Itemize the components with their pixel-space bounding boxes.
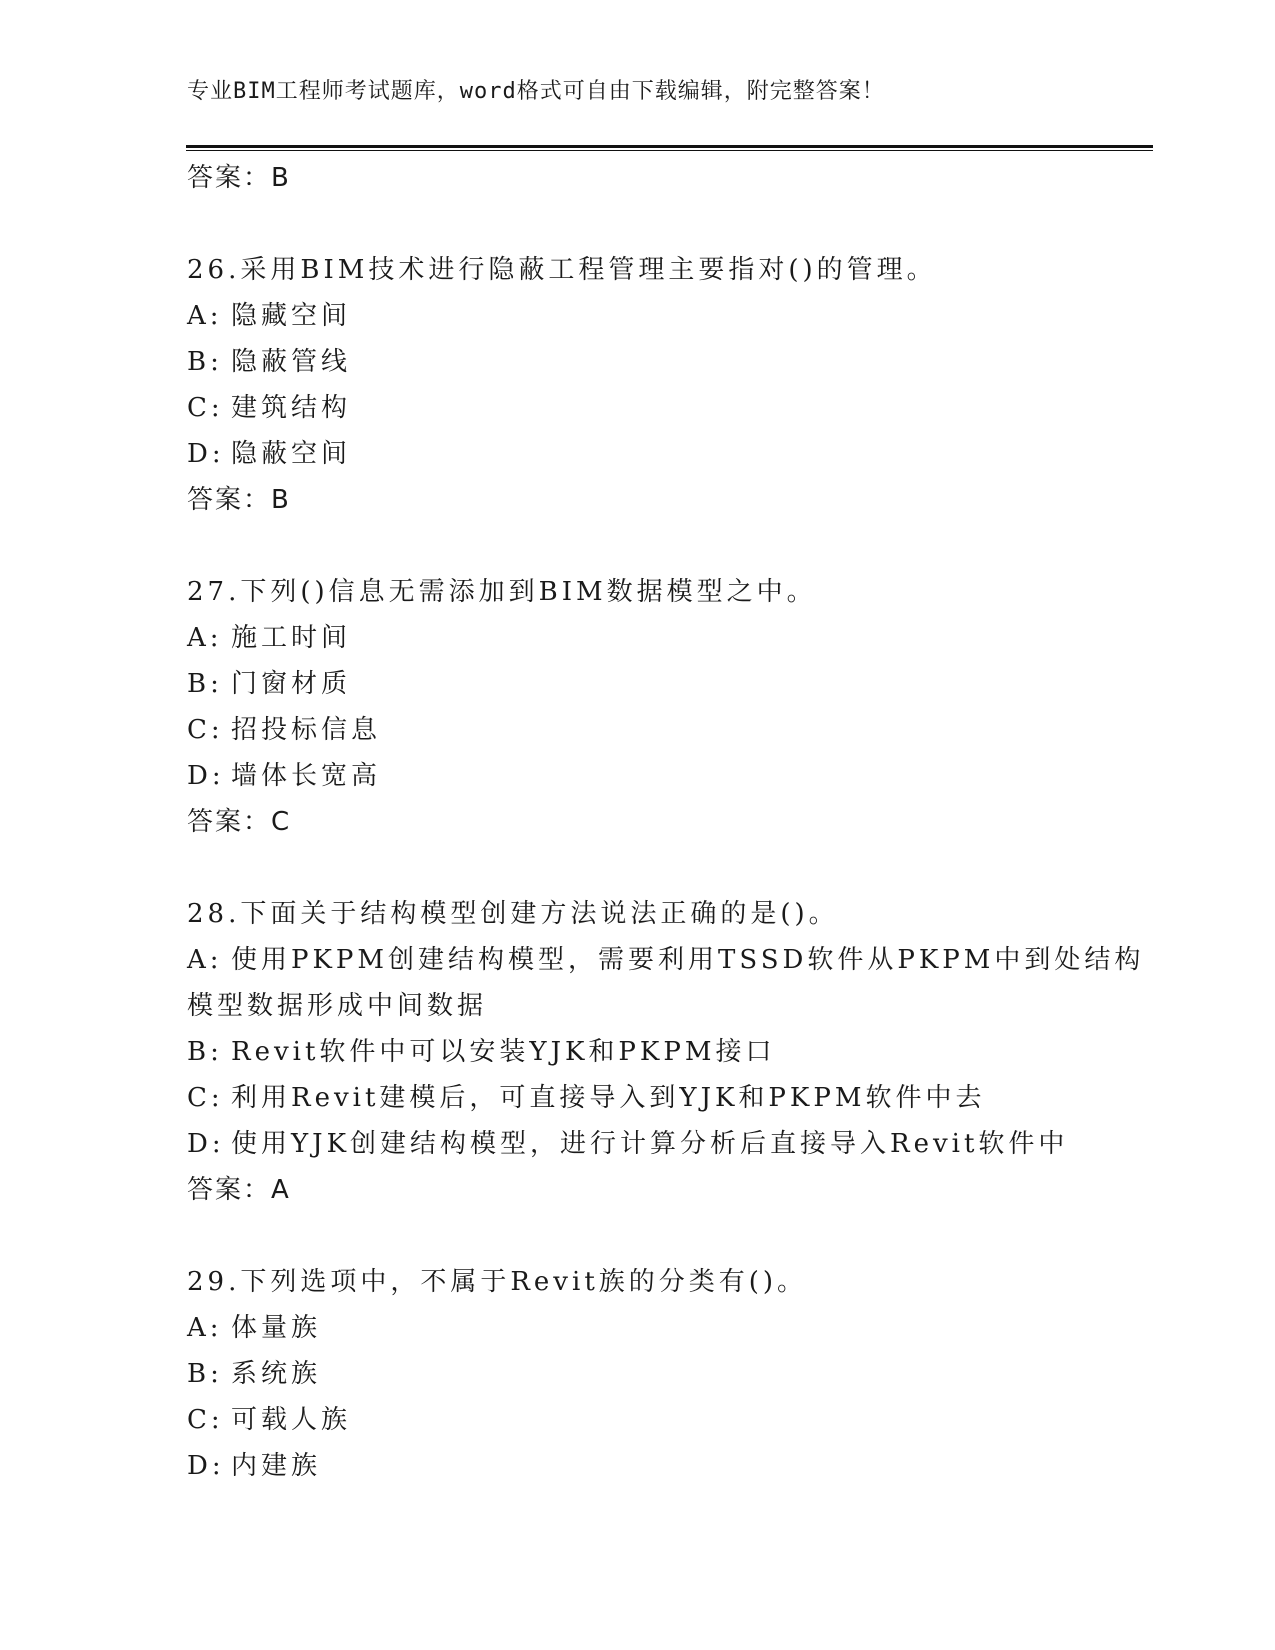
previous-answer: 答案：B xyxy=(187,163,291,193)
option-letter: A: xyxy=(187,301,223,331)
option-c xyxy=(187,707,1087,753)
option-a xyxy=(187,615,1087,661)
spacer xyxy=(187,201,1087,247)
option-letter: D: xyxy=(187,439,225,469)
option-b xyxy=(187,339,1087,385)
option-c xyxy=(187,385,1087,431)
option-b xyxy=(187,1029,1087,1075)
option-b xyxy=(187,1351,1087,1397)
option-d xyxy=(187,1121,1087,1167)
question-stem: 29.下列选项中，不属于Revit族的分类有()。 xyxy=(187,1267,808,1297)
option-text: 施工时间 xyxy=(231,623,352,653)
option-a xyxy=(187,293,1087,339)
option-c xyxy=(187,1397,1087,1443)
option-text: Revit软件中可以安装YJK和PKPM接口 xyxy=(231,1037,776,1067)
option-text: 体量族 xyxy=(231,1313,322,1343)
spacer xyxy=(187,1213,1087,1259)
header-rule-thick xyxy=(186,145,1153,148)
option-a xyxy=(187,937,1145,983)
option-text: 隐蔽空间 xyxy=(231,439,352,469)
option-text: 可载人族 xyxy=(231,1405,352,1435)
option-text: 系统族 xyxy=(231,1359,322,1389)
option-a xyxy=(187,1305,1087,1351)
option-text: 建筑结构 xyxy=(231,393,352,423)
option-d xyxy=(187,431,1087,477)
option-letter: C: xyxy=(187,393,224,423)
question-29 xyxy=(187,1259,1087,1489)
option-text: 门窗材质 xyxy=(231,669,352,699)
question-27 xyxy=(187,569,1087,845)
option-text: 隐藏空间 xyxy=(231,301,352,331)
option-letter: D: xyxy=(187,1451,225,1481)
option-a-continuation: 模型数据形成中间数据 xyxy=(187,991,488,1021)
question-stem: 28.下面关于结构模型创建方法说法正确的是()。 xyxy=(187,899,839,929)
question-list xyxy=(187,155,1145,1489)
option-letter: A: xyxy=(187,1313,223,1343)
page-header: 专业BIM工程师考试题库，word格式可自由下载编辑，附完整答案！ xyxy=(187,79,885,104)
option-letter: D: xyxy=(187,761,225,791)
question-stem: 27.下列()信息无需添加到BIM数据模型之中。 xyxy=(187,577,817,607)
spacer xyxy=(187,523,1087,569)
header-rule-thin xyxy=(186,150,1153,151)
option-d xyxy=(187,1443,1087,1489)
option-letter: B: xyxy=(187,669,223,699)
option-b xyxy=(187,661,1087,707)
option-letter: D: xyxy=(187,1129,225,1159)
option-c xyxy=(187,1075,1087,1121)
option-text: 招投标信息 xyxy=(231,715,382,745)
option-letter: C: xyxy=(187,715,224,745)
option-letter: A: xyxy=(187,623,223,653)
question-stem: 26.采用BIM技术进行隐蔽工程管理主要指对()的管理。 xyxy=(187,255,937,285)
option-letter: C: xyxy=(187,1083,224,1113)
option-text: 使用PKPM创建结构模型，需要利用TSSD软件从PKPM中到处结构 xyxy=(231,945,1145,975)
answer: 答案：B xyxy=(187,485,291,515)
spacer xyxy=(187,845,1087,891)
option-text: 利用Revit建模后，可直接导入到YJK和PKPM软件中去 xyxy=(231,1083,986,1113)
option-text: 使用YJK创建结构模型，进行计算分析后直接导入Revit软件中 xyxy=(231,1129,1069,1159)
option-text: 内建族 xyxy=(231,1451,322,1481)
option-text: 墙体长宽高 xyxy=(231,761,382,791)
option-letter: A: xyxy=(187,945,223,975)
option-letter: B: xyxy=(187,347,223,377)
option-text: 隐蔽管线 xyxy=(231,347,352,377)
option-letter: C: xyxy=(187,1405,224,1435)
question-28 xyxy=(187,891,1145,1213)
option-letter: B: xyxy=(187,1037,223,1067)
question-26 xyxy=(187,247,1087,523)
answer: 答案：A xyxy=(187,1175,291,1205)
option-d xyxy=(187,753,1087,799)
option-letter: B: xyxy=(187,1359,223,1389)
answer: 答案：C xyxy=(187,807,292,837)
